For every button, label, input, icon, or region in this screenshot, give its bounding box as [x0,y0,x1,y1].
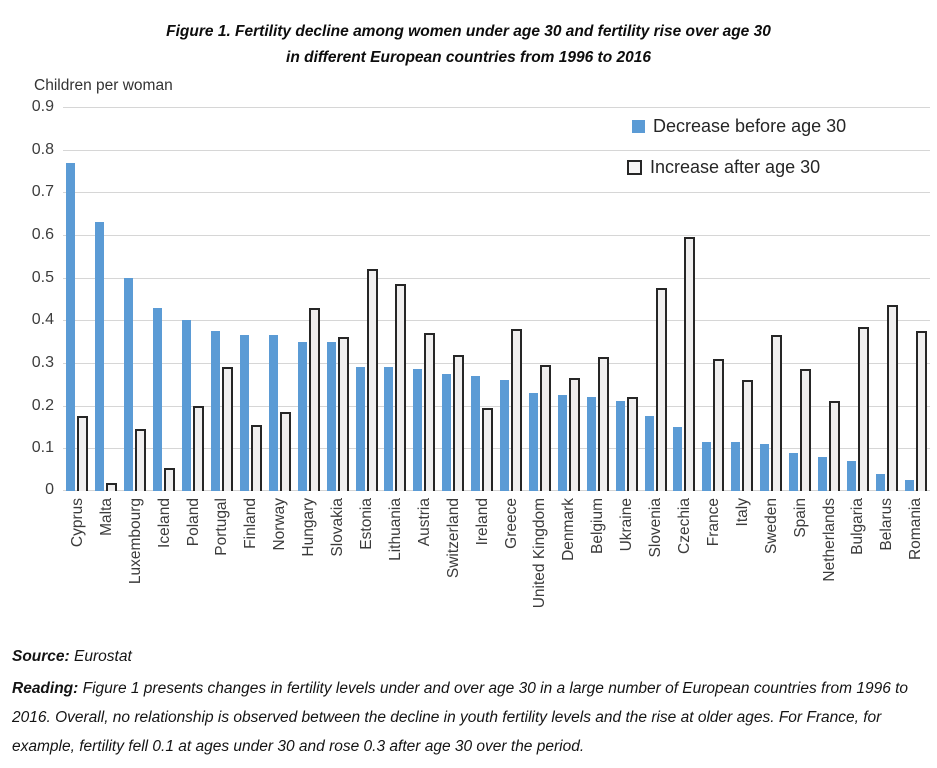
x-label-ireland: Ireland [473,498,491,546]
bar-group-iceland [150,107,179,491]
bar-decrease-estonia [356,367,365,491]
x-slot-denmark [554,498,583,608]
bar-decrease-austria [413,369,422,491]
legend-item-increase [627,154,846,181]
chart-area [0,98,937,643]
x-slot-luxembourg [121,498,150,608]
source-label: Source: [12,648,70,665]
x-slot-lithuania [381,498,410,608]
bar-increase-sweden [771,335,782,491]
x-label-finland: Finland [242,498,260,549]
figure-title-line2: in different European countries from 1996 to 2016 [286,49,651,66]
bar-group-malta [92,107,121,491]
bar-increase-italy [742,380,753,491]
bar-decrease-norway [269,335,278,491]
x-slot-bulgaria [843,498,872,608]
y-tick-label-0.4: 0.4 [31,311,54,328]
bar-group-denmark [554,107,583,491]
x-slot-france [699,498,728,608]
bar-decrease-united-kingdom [529,393,538,491]
bar-decrease-sweden [760,444,769,491]
x-label-austria: Austria [415,498,433,547]
legend-swatch-increase-icon [627,160,642,175]
bar-increase-united-kingdom [540,365,551,491]
y-tick-label-0: 0 [45,481,54,498]
legend-label-decrease: Decrease before age 30 [653,116,847,136]
bar-increase-malta [106,483,117,492]
bar-decrease-belarus [876,474,885,491]
bar-decrease-italy [731,442,740,491]
x-slot-netherlands [815,498,844,608]
bar-increase-czechia [684,237,695,491]
bar-decrease-bulgaria [847,461,856,491]
bar-increase-slovenia [656,288,667,491]
x-label-italy: Italy [733,498,751,527]
bar-decrease-ireland [471,376,480,491]
reading-text: Figure 1 presents changes in fertility levels under and over age 30 in a large number of European countries from 1996 to 2016. Overall, no relationship is observed between the decline in youth fertility levels and the rise at older ages. For France, for example, fertility fell 0.1 at ages under 30 and rose 0.3 after age 30 over the period. [12,680,909,755]
bar-group-cyprus [63,107,92,491]
bar-increase-austria [424,333,435,491]
source-value: Eurostat [74,648,132,665]
bar-decrease-malta [95,222,104,491]
bar-increase-luxembourg [135,429,146,491]
bar-increase-cyprus [77,416,88,491]
bar-increase-iceland [164,468,175,492]
bar-group-greece [497,107,526,491]
x-label-czechia: Czechia [675,498,693,554]
bar-group-belgium [583,107,612,491]
y-tick-label-0.1: 0.1 [31,439,54,456]
x-slot-poland [179,498,208,608]
source-note [12,647,925,667]
x-label-belarus: Belarus [878,498,896,551]
bar-increase-ukraine [627,397,638,491]
x-label-norway: Norway [271,498,289,551]
x-label-estonia: Estonia [358,498,376,550]
x-slot-finland [236,498,265,608]
bar-decrease-iceland [153,308,162,492]
x-label-iceland: Iceland [155,498,173,548]
x-slot-estonia [352,498,381,608]
x-slot-switzerland [439,498,468,608]
y-axis-title: Children per woman [34,77,173,94]
bar-decrease-netherlands [818,457,827,491]
x-slot-hungary [294,498,323,608]
bar-group-norway [265,107,294,491]
x-slot-cyprus [63,498,92,608]
bar-increase-belarus [887,305,898,491]
x-slot-italy [728,498,757,608]
legend-label-increase: Increase after age 30 [650,157,821,177]
bar-increase-finland [251,425,262,491]
bar-group-belarus [872,107,901,491]
bar-decrease-france [702,442,711,491]
x-label-ukraine: Ukraine [618,498,636,552]
plot-area [63,107,930,491]
y-tick-label-0.6: 0.6 [31,226,54,243]
x-slot-united-kingdom [526,498,555,608]
bar-group-slovakia [323,107,352,491]
figure-title [0,0,937,71]
x-axis-category-labels [63,498,930,608]
bar-increase-belgium [598,357,609,491]
bar-increase-estonia [367,269,378,491]
bar-group-portugal [208,107,237,491]
bar-increase-romania [916,331,927,491]
bar-group-ireland [468,107,497,491]
bar-decrease-belgium [587,397,596,491]
x-label-portugal: Portugal [213,498,231,556]
bar-group-finland [236,107,265,491]
y-tick-label-0.8: 0.8 [31,141,54,158]
bar-group-united-kingdom [526,107,555,491]
figure-notes [12,647,925,761]
bar-decrease-poland [182,320,191,491]
bar-decrease-finland [240,335,249,491]
x-label-switzerland: Switzerland [444,498,462,579]
bar-increase-hungary [309,308,320,492]
bar-decrease-denmark [558,395,567,491]
bar-decrease-slovakia [327,342,336,491]
x-slot-norway [265,498,294,608]
x-label-poland: Poland [184,498,202,547]
y-tick-label-0.2: 0.2 [31,397,54,414]
reading-note [12,674,925,761]
bar-increase-ireland [482,408,493,491]
x-label-cyprus: Cyprus [68,498,86,548]
x-label-malta: Malta [97,498,115,536]
bar-increase-poland [193,406,204,491]
bar-group-lithuania [381,107,410,491]
bar-group-bulgaria [843,107,872,491]
x-label-romania: Romania [907,498,925,561]
legend-item-decrease [632,113,846,140]
bar-increase-bulgaria [858,327,869,491]
bar-increase-switzerland [453,355,464,492]
bar-decrease-greece [500,380,509,491]
bar-decrease-hungary [298,342,307,491]
x-label-belgium: Belgium [589,498,607,554]
bar-increase-greece [511,329,522,491]
x-slot-austria [410,498,439,608]
bar-group-poland [179,107,208,491]
x-label-greece: Greece [502,498,520,549]
bar-decrease-ukraine [616,401,625,491]
x-slot-spain [786,498,815,608]
x-slot-belarus [872,498,901,608]
x-label-bulgaria: Bulgaria [849,498,867,555]
x-slot-iceland [150,498,179,608]
bar-group-romania [901,107,930,491]
bar-decrease-portugal [211,331,220,491]
x-label-slovakia: Slovakia [329,498,347,557]
x-slot-slovakia [323,498,352,608]
bar-increase-lithuania [395,284,406,491]
bar-decrease-slovenia [645,416,654,491]
bar-group-estonia [352,107,381,491]
bar-decrease-czechia [673,427,682,491]
reading-label: Reading: [12,680,79,697]
y-tick-label-0.9: 0.9 [31,98,54,115]
x-label-united-kingdom: United Kingdom [531,498,549,609]
x-slot-ukraine [612,498,641,608]
legend-swatch-decrease-icon [632,120,645,133]
x-label-luxembourg: Luxembourg [126,498,144,585]
bar-increase-spain [800,369,811,491]
legend [627,113,846,195]
x-label-slovenia: Slovenia [647,498,665,558]
bar-group-austria [410,107,439,491]
x-slot-portugal [208,498,237,608]
x-slot-greece [497,498,526,608]
bar-decrease-spain [789,453,798,491]
x-slot-slovenia [641,498,670,608]
x-slot-belgium [583,498,612,608]
bar-decrease-cyprus [66,163,75,492]
bar-increase-portugal [222,367,233,491]
bar-increase-france [713,359,724,491]
x-slot-malta [92,498,121,608]
x-slot-sweden [757,498,786,608]
bar-increase-slovakia [338,337,349,491]
bar-group-switzerland [439,107,468,491]
y-tick-label-0.3: 0.3 [31,354,54,371]
x-slot-ireland [468,498,497,608]
x-slot-czechia [670,498,699,608]
x-label-netherlands: Netherlands [820,498,838,582]
bar-increase-netherlands [829,401,840,491]
bar-decrease-luxembourg [124,278,133,491]
x-label-denmark: Denmark [560,498,578,561]
figure-title-line1: Figure 1. Fertility decline among women under age 30 and fertility rise over age 30 [166,23,771,40]
x-label-spain: Spain [791,498,809,538]
y-tick-label-0.5: 0.5 [31,269,54,286]
bar-decrease-switzerland [442,374,451,491]
bar-increase-norway [280,412,291,491]
x-label-france: France [704,498,722,547]
x-slot-romania [901,498,930,608]
bar-group-hungary [294,107,323,491]
bar-decrease-lithuania [384,367,393,491]
bar-decrease-romania [905,480,914,491]
bar-group-luxembourg [121,107,150,491]
x-label-lithuania: Lithuania [386,498,404,561]
x-label-hungary: Hungary [300,498,318,557]
bar-increase-denmark [569,378,580,491]
y-tick-label-0.7: 0.7 [31,183,54,200]
x-label-sweden: Sweden [762,498,780,555]
